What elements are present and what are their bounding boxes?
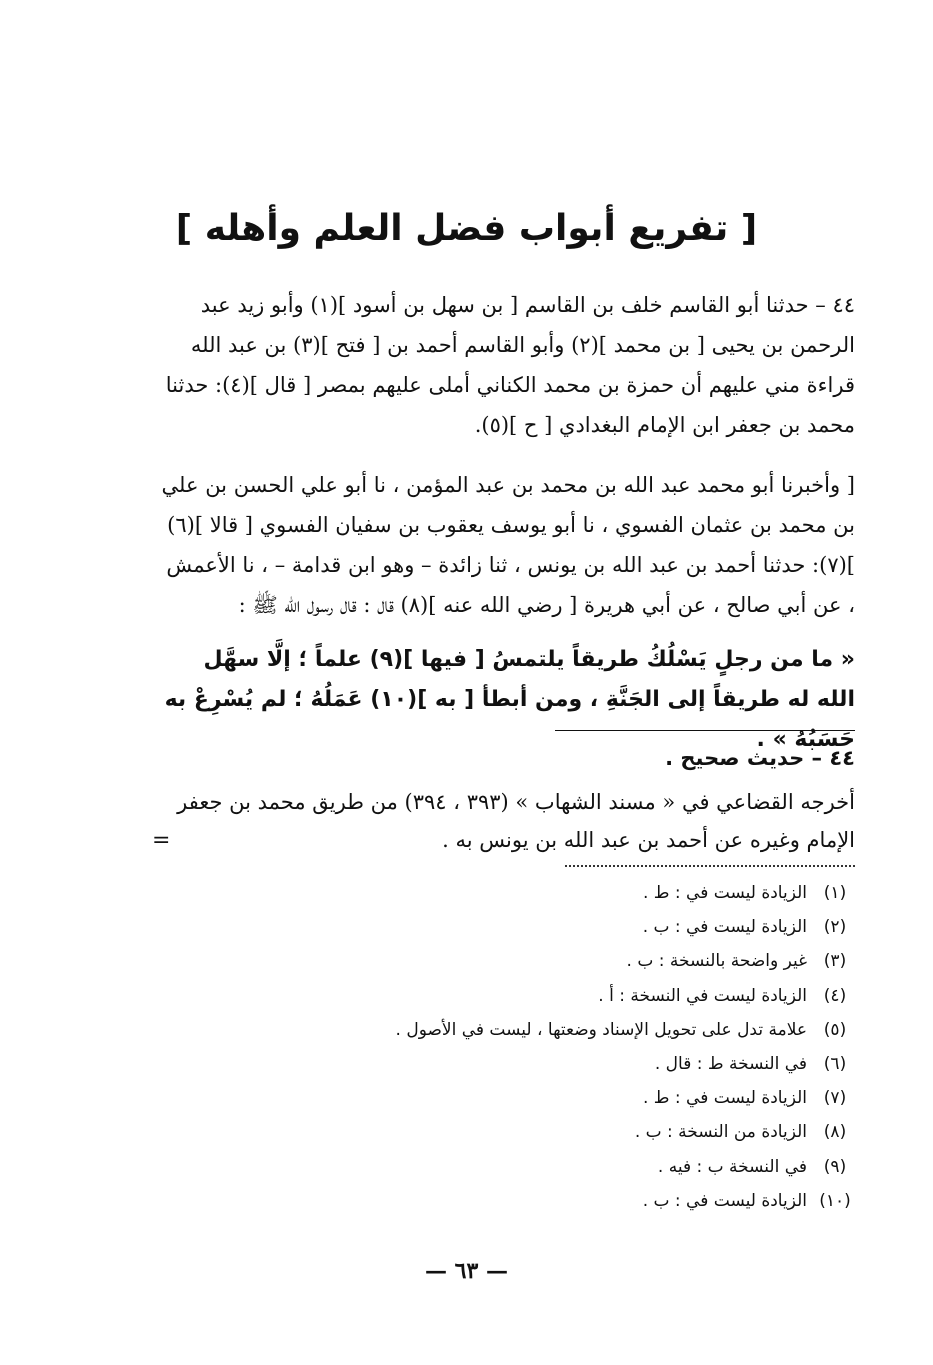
footnote-item bbox=[160, 910, 855, 944]
footnote-divider bbox=[555, 730, 855, 731]
footnote-number: (٩) bbox=[823, 1156, 847, 1177]
footnote-number: (٨) bbox=[823, 1122, 847, 1143]
footnote-item bbox=[160, 1081, 855, 1115]
footnote-item bbox=[160, 979, 855, 1013]
dotted-divider bbox=[565, 865, 855, 867]
chapter-title: [ تفريع أبواب فضل العلم وأهله ] bbox=[175, 208, 758, 249]
footnote-text: علامة تدل على تحويل الإسناد وضعتها ، ليست في الأصول . bbox=[395, 1019, 807, 1040]
hadith-text: « ما من رجلٍ يَسْلُكُ طريقاً يلتمسُ [ فيها ](٩) علماً ؛ إلَّا سهَّل الله له طريقاً إلى الجَنَّةِ ، ومن أبطأ [ به ](١٠) عَمَلُهُ ؛ لم يُسْرِعْ به حَسَبُهُ » . bbox=[164, 647, 855, 752]
isnad-paragraph-1: ٤٤ – حدثنا أبو القاسم خلف بن القاسم [ بن سهل بن أسود ](١) وأبو زيد عبد الرحمن بن يحيى [ بن محمد ](٢) وأبو القاسم أحمد بن [ فتح ](٣) بن عبد الله قراءة مني عليهم أن حمزة بن محمد الكناني أملى عليهم بمصر [ قال ](٤): حدثنا محمد بن جعفر ابن الإمام البغدادي [ ح ](٥). bbox=[165, 293, 855, 437]
footnote-text: غير واضحة بالنسخة : ب . bbox=[626, 951, 807, 972]
footnote-item bbox=[160, 1184, 855, 1218]
footnote-number: (١) bbox=[823, 883, 847, 903]
page-number: — ٦٣ — bbox=[425, 1258, 508, 1284]
footnote-item bbox=[160, 944, 855, 978]
isnad-paragraph-2: [ وأخبرنا أبو محمد عبد الله بن محمد بن عبد المؤمن ، نا أبو علي الحسن بن علي بن محمد بن عثمان الفسوي ، نا أبو يوسف يعقوب بن سفيان الفسوي [ قالا ](٦) ](٧): حدثنا أحمد بن عبد الله بن يونس ، ثنا زائدة – وهو ابن قدامة – ، نا الأعمش ، عن أبي صالح ، عن أبي هريرة [ رضي الله عنه ](٨) قال : قال رسول الله ﷺ : bbox=[161, 473, 855, 617]
footnote-text: الزيادة ليست في : ب . bbox=[642, 1190, 807, 1211]
footnote-number: (٢) bbox=[823, 917, 847, 938]
footnote-text: في النسخة ط : قال . bbox=[654, 1053, 807, 1074]
footnote-text: الزيادة من النسخة : ب . bbox=[634, 1122, 807, 1143]
footnote-text: الزيادة ليست في النسخة : أ . bbox=[598, 985, 807, 1006]
footnote-item bbox=[160, 1013, 855, 1047]
hadith-grade: ٤٤ – حديث صحيح . bbox=[665, 746, 855, 770]
footnote-text: في النسخة ب : فيه . bbox=[657, 1156, 807, 1177]
footnote-text: الزيادة ليست في : ط . bbox=[642, 1088, 807, 1109]
footnote-item bbox=[160, 876, 855, 910]
footnote-number: (٤) bbox=[823, 985, 847, 1006]
footnote-text: الزيادة ليست في : ب . bbox=[642, 917, 807, 938]
footnotes-list bbox=[160, 876, 855, 1218]
footnote-item bbox=[160, 1115, 855, 1149]
footnote-text: الزيادة ليست في : ط . bbox=[642, 883, 807, 903]
footnote-number: (٧) bbox=[823, 1088, 847, 1109]
footnote-item bbox=[160, 1150, 855, 1184]
footnote-item bbox=[160, 1047, 855, 1081]
continuation-mark: = bbox=[152, 828, 171, 853]
footnote-number: (٦) bbox=[823, 1053, 847, 1074]
footnote-number: (٥) bbox=[823, 1019, 847, 1040]
footnote-number: (١٠) bbox=[819, 1190, 851, 1211]
footnote-number: (٣) bbox=[823, 951, 847, 972]
takhrij-note: أخرجه القضاعي في « مسند الشهاب » (٣٩٣ ، ٣٩٤) من طريق محمد بن جعفر الإمام وغيره عن أحمد بن عبد الله بن يونس به . bbox=[177, 790, 855, 852]
